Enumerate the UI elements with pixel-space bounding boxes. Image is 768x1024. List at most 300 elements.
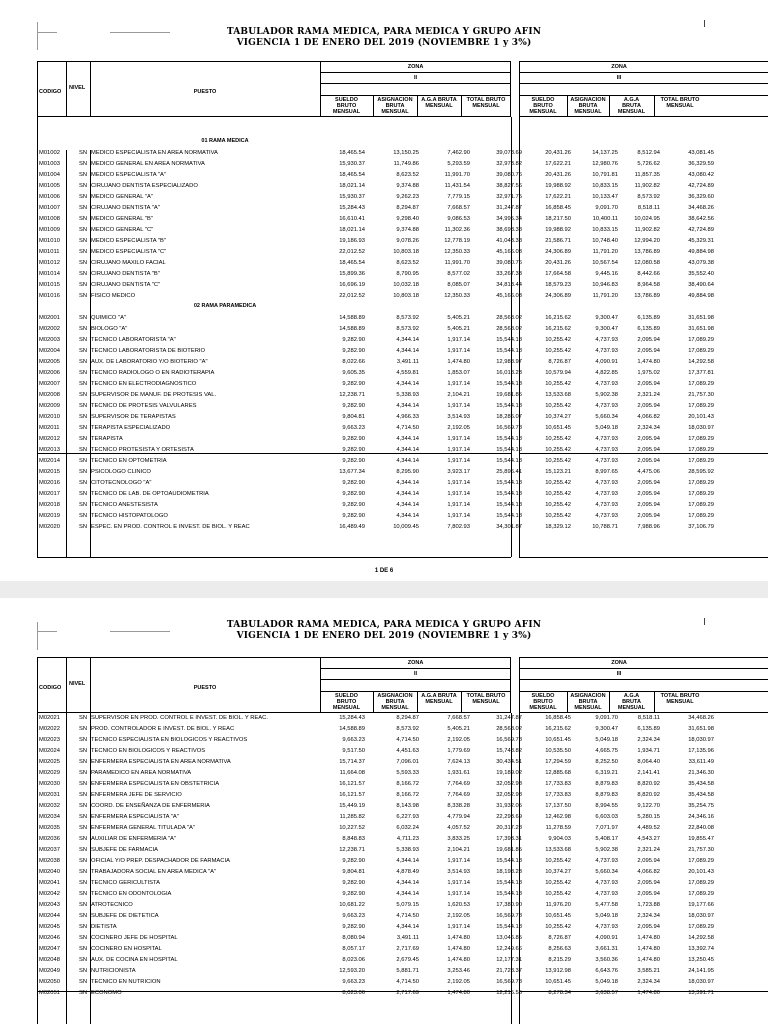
cell-aga-ii: 7,668.57	[447, 205, 470, 211]
cell-total-iii: 42,724.89	[688, 227, 714, 233]
cell-puesto: MEDICO ESPECIALISTA EN AREA NORMATIVA	[91, 150, 218, 156]
cell-nivel: SN	[78, 924, 88, 930]
cell-puesto: MEDICO GENERAL EN AREA NORMATIVA	[91, 161, 205, 167]
column-header-nivel: NIVEL	[69, 85, 86, 91]
column-header-total: TOTAL BRUTO	[660, 97, 700, 103]
cell-nivel: SN	[78, 480, 88, 486]
cell-aga-ii: 1,917.14	[447, 891, 470, 897]
header-rule	[519, 83, 768, 84]
cell-aga-ii: 4,779.94	[447, 814, 470, 820]
cell-code: M01014	[39, 271, 60, 277]
table-row	[37, 148, 768, 159]
cell-puesto: ENFERMERA ESPECIALISTA "A"	[91, 814, 179, 820]
cell-sueldo-iii: 19,988.92	[545, 227, 571, 233]
cell-asignacion-ii: 5,338.93	[396, 392, 419, 398]
cell-aga-ii: 2,104.21	[447, 392, 470, 398]
table-row	[37, 203, 768, 214]
cell-sueldo-iii: 20,431.26	[545, 150, 571, 156]
cell-nivel: SN	[78, 359, 88, 365]
cell-total-iii: 42,724.89	[688, 183, 714, 189]
cell-sueldo-ii: 9,282.90	[342, 880, 365, 886]
cell-sueldo-ii: 22,012.52	[339, 249, 365, 255]
cell-nivel: SN	[78, 869, 88, 875]
cell-sueldo-iii: 10,255.42	[545, 403, 571, 409]
cell-code: M02009	[39, 403, 60, 409]
cell-puesto: SUPERVISOR EN PROD. CONTROL E INVEST. DE BIOL. Y REAC.	[91, 715, 268, 721]
cell-aga-iii: 6,135.89	[637, 315, 660, 321]
cell-asignacion-ii: 9,374.88	[396, 227, 419, 233]
cell-puesto: ECONOMO	[91, 990, 122, 996]
column-header-aga: MENSUAL	[425, 103, 453, 109]
cell-aga-ii: 11,302.36	[444, 227, 470, 233]
cell-puesto: TECNICO PROTESISTA Y ORTESISTA	[91, 447, 194, 453]
cell-asignacion-ii: 2,717.69	[396, 990, 419, 996]
column-header-asignacion: MENSUAL	[574, 705, 602, 711]
table-bottom-rule	[37, 557, 511, 558]
cell-puesto: TERAPISTA	[91, 436, 123, 442]
table-row	[37, 757, 768, 768]
cell-asignacion-iii: 5,049.18	[595, 979, 618, 985]
cell-total-iii: 17,135.96	[688, 748, 714, 754]
document-title: TABULADOR RAMA MEDICA, PARA MEDICA Y GRUPO AFIN	[226, 27, 542, 37]
cell-asignacion-ii: 4,344.14	[396, 491, 419, 497]
cell-aga-iii: 8,820.92	[637, 792, 660, 798]
cell-total-ii: 15,544.18	[496, 891, 522, 897]
table-row	[37, 724, 768, 735]
cell-nivel: SN	[78, 348, 88, 354]
cell-aga-ii: 7,462.90	[447, 150, 470, 156]
cell-aga-iii: 12,994.20	[634, 238, 660, 244]
cell-total-ii: 33,267.33	[496, 271, 522, 277]
cell-puesto: ATROTECNICO	[91, 902, 133, 908]
cell-aga-ii: 5,293.59	[447, 161, 470, 167]
table-row	[37, 801, 768, 812]
cell-total-iii: 17,089.29	[688, 436, 714, 442]
table-row	[37, 735, 768, 746]
cell-asignacion-iii: 5,660.34	[595, 869, 618, 875]
cell-sueldo-iii: 10,255.42	[545, 348, 571, 354]
cell-puesto: SUPERVISOR DE TERAPISTAS	[91, 414, 176, 420]
cell-asignacion-iii: 9,300.47	[595, 326, 618, 332]
table-row	[37, 368, 768, 379]
cell-sueldo-ii: 9,282.90	[342, 447, 365, 453]
cell-aga-ii: 1,917.14	[447, 381, 470, 387]
table-row	[37, 291, 768, 302]
cell-total-ii: 15,544.18	[496, 491, 522, 497]
column-header-aga: MENSUAL	[425, 699, 453, 705]
cell-nivel: SN	[78, 968, 88, 974]
cell-total-iii: 31,651.98	[688, 726, 714, 732]
cell-total-iii: 24,141.95	[688, 968, 714, 974]
cell-aga-iii: 5,280.15	[637, 814, 660, 820]
cell-asignacion-iii: 10,791.81	[592, 172, 618, 178]
cell-sueldo-iii: 17,137.50	[545, 803, 571, 809]
cell-sueldo-iii: 8,278.34	[548, 990, 571, 996]
table-row	[37, 511, 768, 522]
cell-sueldo-ii: 10,227.52	[339, 825, 365, 831]
column-header-total: MENSUAL	[472, 103, 500, 109]
cell-total-ii: 34,301.87	[496, 524, 522, 530]
cell-code: M02025	[39, 759, 60, 765]
cell-asignacion-iii: 4,737.93	[595, 924, 618, 930]
cell-asignacion-ii: 9,374.88	[396, 183, 419, 189]
column-header-sueldo: SUELDO	[335, 693, 358, 699]
cell-total-ii: 12,249.66	[496, 946, 522, 952]
cell-asignacion-iii: 8,879.83	[595, 781, 618, 787]
cell-aga-ii: 1,779.69	[447, 748, 470, 754]
cell-nivel: SN	[78, 469, 88, 475]
cell-asignacion-ii: 4,344.14	[396, 458, 419, 464]
cell-sueldo-ii: 9,282.90	[342, 348, 365, 354]
cell-puesto: MEDICO GENERAL "A"	[91, 194, 153, 200]
cell-total-ii: 15,748.82	[496, 748, 522, 754]
cell-puesto: CIRUJANO DENTISTA ESPECIALIZADO	[91, 183, 198, 189]
column-header-asignacion: BRUTA	[385, 699, 405, 705]
cell-asignacion-ii: 8,166.72	[396, 792, 419, 798]
page-footer: 1 DE 6	[374, 568, 394, 574]
table-row	[37, 467, 768, 478]
cell-total-iii: 17,089.29	[688, 403, 714, 409]
cell-asignacion-ii: 10,009.45	[393, 524, 419, 530]
cell-asignacion-ii: 9,298.40	[396, 216, 419, 222]
cell-asignacion-ii: 4,344.14	[396, 381, 419, 387]
cell-puesto: PROD. CONTROLADOR E INVEST. DE BIOL. Y REAC	[91, 726, 235, 732]
cell-nivel: SN	[78, 271, 88, 277]
cell-nivel: SN	[78, 737, 88, 743]
table-row	[37, 845, 768, 856]
cell-aga-ii: 2,104.21	[447, 847, 470, 853]
cell-sueldo-iii: 17,664.58	[545, 271, 571, 277]
cell-total-ii: 39,080.76	[496, 172, 522, 178]
cell-asignacion-iii: 6,603.03	[595, 814, 618, 820]
cell-sueldo-iii: 10,651.45	[545, 425, 571, 431]
cell-code: M02013	[39, 447, 60, 453]
cell-aga-iii: 2,095.94	[637, 491, 660, 497]
cell-puesto: COCINERO JEFE DE HOSPITAL	[91, 935, 178, 941]
cell-puesto: CITOTECNOLOGO "A"	[91, 480, 152, 486]
cell-total-ii: 39,080.76	[496, 260, 522, 266]
cell-total-iii: 28,595.92	[688, 469, 714, 475]
cell-sueldo-ii: 12,238.71	[339, 392, 365, 398]
cell-total-iii: 31,651.98	[688, 315, 714, 321]
column-header-sueldo: SUELDO	[531, 693, 555, 699]
cell-sueldo-ii: 11,664.08	[339, 770, 365, 776]
cell-code: M02008	[39, 392, 60, 398]
cell-code: M02048	[39, 957, 60, 963]
cell-sueldo-ii: 8,848.83	[342, 836, 365, 842]
table-row	[37, 779, 768, 790]
zone-ii-label: II	[413, 671, 418, 677]
table-row	[37, 192, 768, 203]
cell-asignacion-ii: 4,559.81	[396, 370, 419, 376]
header-rule	[519, 95, 768, 96]
cell-sueldo-iii: 20,431.26	[545, 172, 571, 178]
cell-code: M01015	[39, 282, 60, 288]
cell-sueldo-iii: 16,215.62	[545, 315, 571, 321]
cell-sueldo-ii: 9,282.90	[342, 924, 365, 930]
cell-code: M01016	[39, 293, 60, 299]
cell-nivel: SN	[78, 216, 88, 222]
cell-puesto: CIRUJANO MAXILO FACIAL	[91, 260, 166, 266]
cell-sueldo-iii: 10,255.42	[545, 381, 571, 387]
cell-asignacion-ii: 8,573.92	[396, 326, 419, 332]
cell-asignacion-ii: 4,344.14	[396, 480, 419, 486]
cell-code: M02004	[39, 348, 60, 354]
cell-total-iii: 43,081.45	[688, 150, 714, 156]
cell-aga-iii: 4,066.82	[637, 869, 660, 875]
column-header-aga: A.G.A	[623, 97, 640, 103]
cell-nivel: SN	[78, 913, 88, 919]
zone-ii-label: II	[413, 75, 418, 81]
cell-sueldo-iii: 16,858.45	[545, 715, 571, 721]
cell-code: M02047	[39, 946, 60, 952]
cell-total-ii: 15,544.18	[496, 880, 522, 886]
cell-sueldo-ii: 14,588.89	[339, 726, 365, 732]
cell-sueldo-iii: 10,255.42	[545, 858, 571, 864]
cell-asignacion-ii: 5,593.33	[396, 770, 419, 776]
cell-total-iii: 19,177.66	[688, 902, 714, 908]
cell-aga-iii: 2,095.94	[637, 447, 660, 453]
cell-puesto: COCINERO EN HOSPITAL	[91, 946, 162, 952]
cell-aga-iii: 1,474.80	[637, 946, 660, 952]
cell-sueldo-ii: 15,899.36	[339, 271, 365, 277]
cell-aga-ii: 1,917.14	[447, 348, 470, 354]
column-header-aga: BRUTA	[622, 699, 641, 705]
table-row	[37, 522, 768, 533]
cell-total-iii: 17,089.29	[688, 924, 714, 930]
cell-nivel: SN	[78, 282, 88, 288]
cell-sueldo-ii: 10,681.22	[339, 902, 365, 908]
cell-total-ii: 28,568.02	[496, 726, 522, 732]
cell-sueldo-iii: 10,255.42	[545, 513, 571, 519]
cell-asignacion-iii: 4,737.93	[595, 403, 618, 409]
cell-nivel: SN	[78, 979, 88, 985]
zone-iii-label: III	[616, 671, 622, 677]
column-header-sueldo: SUELDO	[335, 97, 358, 103]
cell-sueldo-ii: 9,282.90	[342, 458, 365, 464]
cell-aga-iii: 4,475.06	[637, 469, 660, 475]
cell-asignacion-iii: 5,049.18	[595, 913, 618, 919]
cell-aga-iii: 1,474.80	[637, 935, 660, 941]
column-header-codigo: CODIGO	[39, 89, 62, 95]
cell-nivel: SN	[78, 414, 88, 420]
cell-sueldo-iii: 10,255.42	[545, 880, 571, 886]
section-heading: 02 RAMA PARAMEDICA	[193, 303, 257, 309]
cell-asignacion-iii: 5,049.18	[595, 737, 618, 743]
cell-sueldo-iii: 19,988.92	[545, 183, 571, 189]
cell-sueldo-ii: 15,284.43	[339, 205, 365, 211]
cell-total-ii: 16,569.78	[496, 913, 522, 919]
cell-sueldo-ii: 9,282.90	[342, 436, 365, 442]
column-header-asignacion: BRUTA	[385, 103, 405, 109]
cell-total-ii: 15,544.18	[496, 447, 522, 453]
table-row	[37, 346, 768, 357]
cell-aga-iii: 8,512.94	[637, 150, 660, 156]
cell-nivel: SN	[78, 260, 88, 266]
cell-total-iii: 13,250.45	[688, 957, 714, 963]
cell-asignacion-iii: 8,879.83	[595, 792, 618, 798]
cell-puesto: TECNICO HISTOPATOLOGO	[91, 513, 168, 519]
header-rule	[320, 668, 511, 669]
cell-sueldo-iii: 16,215.62	[545, 326, 571, 332]
cell-total-ii: 15,544.18	[496, 381, 522, 387]
cell-code: M02005	[39, 359, 60, 365]
cell-asignacion-iii: 4,737.93	[595, 513, 618, 519]
cell-code: M02029	[39, 770, 60, 776]
cell-total-ii: 45,166.03	[496, 293, 522, 299]
cell-nivel: SN	[78, 781, 88, 787]
cell-asignacion-iii: 9,445.16	[595, 271, 618, 277]
cell-code: M02036	[39, 836, 60, 842]
cell-code: M01007	[39, 205, 60, 211]
table-row	[37, 456, 768, 467]
zone-header: ZONA	[611, 660, 627, 666]
cell-total-iii: 33,611.49	[688, 759, 714, 765]
cell-aga-iii: 6,135.89	[637, 726, 660, 732]
cell-nivel: SN	[78, 902, 88, 908]
cell-nivel: SN	[78, 825, 88, 831]
column-header-asignacion: MENSUAL	[381, 705, 409, 711]
cell-aga-ii: 1,917.14	[447, 880, 470, 886]
cell-aga-ii: 11,431.54	[444, 183, 470, 189]
column-header-sueldo: MENSUAL	[529, 109, 557, 115]
cell-sueldo-ii: 9,663.23	[342, 425, 365, 431]
cell-code: M02010	[39, 414, 60, 420]
cell-sueldo-ii: 16,121.57	[339, 781, 365, 787]
cell-nivel: SN	[78, 748, 88, 754]
cell-sueldo-iii: 10,255.42	[545, 436, 571, 442]
cell-puesto: CIRUJANO DENTISTA "A"	[91, 205, 160, 211]
cell-asignacion-ii: 4,451.63	[396, 748, 419, 754]
cell-aga-ii: 1,474.80	[447, 359, 470, 365]
cell-asignacion-ii: 3,491.11	[396, 935, 419, 941]
cell-aga-iii: 11,902.82	[634, 183, 660, 189]
cell-puesto: COORD. DE ENSEÑANZA DE ENFERMERIA	[91, 803, 210, 809]
cell-asignacion-iii: 10,833.15	[592, 183, 618, 189]
column-header-total: MENSUAL	[666, 699, 694, 705]
table-row	[37, 713, 768, 724]
cell-total-ii: 15,544.18	[496, 403, 522, 409]
table-row	[37, 988, 768, 999]
cell-code: M02018	[39, 502, 60, 508]
cell-code: M02032	[39, 803, 60, 809]
table-row	[37, 269, 768, 280]
cell-sueldo-ii: 8,057.17	[342, 946, 365, 952]
cell-aga-ii: 1,474.80	[447, 935, 470, 941]
column-header-asignacion: ASIGNACION	[377, 693, 413, 699]
cell-asignacion-iii: 4,737.93	[595, 381, 618, 387]
cell-asignacion-iii: 8,994.55	[595, 803, 618, 809]
cell-aga-ii: 1,931.61	[447, 770, 470, 776]
cell-total-ii: 19,681.85	[496, 392, 522, 398]
cell-puesto: AUX. DE COCINA EN HOSPITAL	[91, 957, 178, 963]
cell-total-iii: 22,840.08	[688, 825, 714, 831]
cell-nivel: SN	[78, 315, 88, 321]
cell-code: M02041	[39, 880, 60, 886]
cell-puesto: CIRUJANO DENTISTA "C"	[91, 282, 161, 288]
cell-total-ii: 15,544.18	[496, 348, 522, 354]
column-header-aga: MENSUAL	[617, 705, 646, 711]
cell-sueldo-ii: 12,238.71	[339, 847, 365, 853]
cell-sueldo-iii: 12,462.98	[545, 814, 571, 820]
cell-code: M01011	[39, 249, 60, 255]
cell-aga-ii: 1,474.80	[447, 957, 470, 963]
cell-code: M02024	[39, 748, 60, 754]
cell-asignacion-ii: 8,623.52	[396, 260, 419, 266]
cell-asignacion-ii: 8,573.92	[396, 726, 419, 732]
cell-nivel: SN	[78, 337, 88, 343]
cell-total-iii: 17,089.29	[688, 513, 714, 519]
column-header-asignacion: ASIGNACION	[377, 97, 413, 103]
cell-total-iii: 14,292.58	[688, 935, 714, 941]
cell-puesto: TECNICO LABORATORISTA DE BIOTERIO	[91, 348, 206, 354]
cell-nivel: SN	[78, 172, 88, 178]
cell-code: M01005	[39, 183, 60, 189]
cell-asignacion-ii: 4,966.33	[396, 414, 419, 420]
header-rule	[320, 83, 511, 84]
header-rule	[519, 72, 768, 73]
cell-asignacion-iii: 5,408.17	[595, 836, 618, 842]
cell-aga-ii: 3,514.93	[447, 869, 470, 875]
cell-sueldo-iii: 17,733.83	[545, 792, 571, 798]
cell-sueldo-iii: 10,651.45	[545, 979, 571, 985]
cell-asignacion-ii: 5,079.15	[396, 902, 419, 908]
cell-puesto: ENFERMERA ESPECIALISTA EN AREA NORMATIVA	[91, 759, 231, 765]
cell-aga-iii: 1,474.80	[637, 990, 660, 996]
cell-code: M02014	[39, 458, 60, 464]
cell-code: M01004	[39, 172, 60, 178]
cell-puesto: TECNICO EN ODONTOLOGIA	[91, 891, 172, 897]
cell-aga-iii: 8,964.58	[637, 282, 660, 288]
cell-sueldo-ii: 8,023.06	[342, 957, 365, 963]
cell-sueldo-iii: 17,622.21	[545, 194, 571, 200]
cell-aga-iii: 4,066.82	[637, 414, 660, 420]
cell-asignacion-ii: 8,623.52	[396, 172, 419, 178]
cell-total-iii: 14,292.58	[688, 359, 714, 365]
header-rule	[519, 691, 768, 692]
column-header-asignacion: ASIGNACION	[570, 693, 606, 699]
cell-sueldo-iii: 24,306.89	[545, 249, 571, 255]
cell-aga-iii: 2,095.94	[637, 858, 660, 864]
cell-aga-iii: 2,095.94	[637, 403, 660, 409]
cell-aga-iii: 2,095.94	[637, 458, 660, 464]
cell-nivel: SN	[78, 392, 88, 398]
cell-sueldo-iii: 10,535.50	[545, 748, 571, 754]
cell-sueldo-ii: 9,282.90	[342, 891, 365, 897]
cell-code: M01003	[39, 161, 60, 167]
cell-total-iii: 17,089.29	[688, 891, 714, 897]
cell-puesto: TECNICO EN BIOLOGICOS Y REACTIVOS	[91, 748, 206, 754]
cell-sueldo-iii: 12,885.68	[545, 770, 571, 776]
cell-nivel: SN	[78, 502, 88, 508]
cell-sueldo-iii: 10,255.42	[545, 447, 571, 453]
cell-aga-iii: 8,064.40	[637, 759, 660, 765]
cell-aga-iii: 13,786.89	[634, 293, 660, 299]
cell-asignacion-ii: 3,491.11	[396, 359, 419, 365]
column-header-asignacion: BRUTA	[578, 103, 598, 109]
cell-total-iii: 35,434.58	[688, 781, 714, 787]
cell-total-iii: 17,089.29	[688, 502, 714, 508]
column-header-asignacion: MENSUAL	[381, 109, 409, 115]
cell-sueldo-iii: 18,329.12	[545, 524, 571, 530]
cell-asignacion-iii: 3,638.57	[595, 990, 618, 996]
cell-aga-iii: 6,135.89	[637, 326, 660, 332]
cell-sueldo-iii: 17,294.59	[545, 759, 571, 765]
column-header-aga: A.G.A	[623, 693, 640, 699]
cell-puesto: TECNICO LABORATORISTA "A"	[91, 337, 176, 343]
cell-asignacion-iii: 8,997.65	[595, 469, 618, 475]
table-row	[37, 500, 768, 511]
